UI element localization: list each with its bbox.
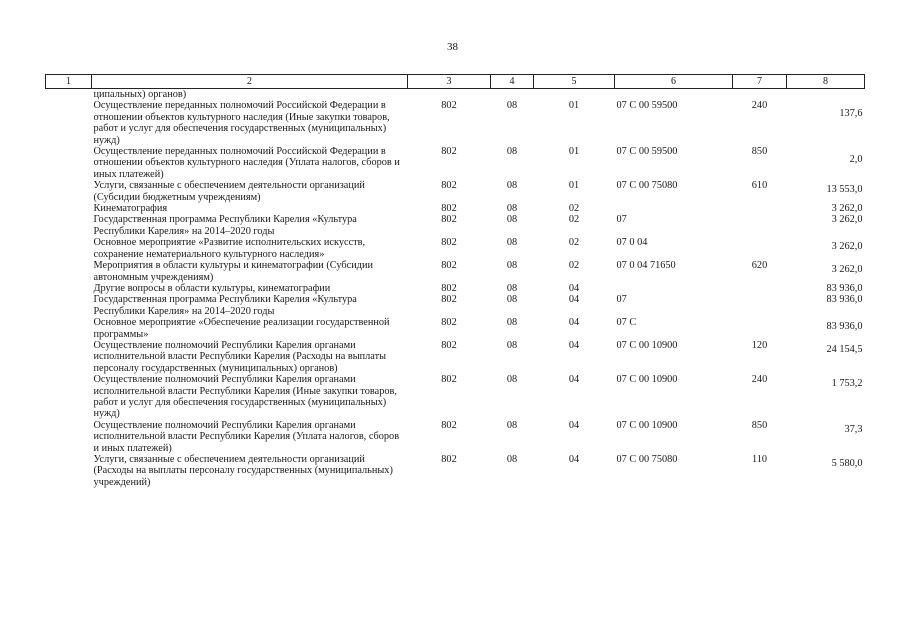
row-blank xyxy=(46,260,92,283)
header-col-4: 4 xyxy=(491,75,534,89)
row-ved: 802 xyxy=(441,237,457,249)
row-name: Услуги, связанные с обеспечением деятельности организаций (Расходы на выплаты персоналу государственных (муниципальных) учреждений) xyxy=(93,454,393,488)
row-blank xyxy=(46,283,92,294)
row-name: Государственная программа Республики Карелия «Культура Республики Карелия» на 2014–2020 годы xyxy=(93,294,357,317)
row-vr: 850 xyxy=(751,419,768,431)
row-pr xyxy=(534,89,615,101)
row-vr: 120 xyxy=(751,339,768,351)
row-sum: 3 262,0 xyxy=(831,203,863,215)
row-csr: 07 0 04 xyxy=(616,237,648,249)
table-row xyxy=(46,283,865,294)
row-ved: 802 xyxy=(441,203,457,215)
row-pr: 02 xyxy=(568,203,580,215)
row-blank xyxy=(46,340,92,374)
table-row xyxy=(46,260,865,283)
row-vr xyxy=(733,317,787,340)
table-row xyxy=(46,100,865,146)
row-pr: 01 xyxy=(568,146,580,158)
row-vr: 610 xyxy=(751,180,768,192)
row-rz: 08 xyxy=(506,180,518,192)
header-col-8: 8 xyxy=(787,75,865,89)
row-ved: 802 xyxy=(441,419,457,431)
header-col-2: 2 xyxy=(92,75,408,89)
row-rz: 08 xyxy=(506,294,518,306)
row-pr: 04 xyxy=(568,317,580,329)
row-ved: 802 xyxy=(441,214,457,226)
row-csr: 07 С 00 10900 xyxy=(616,339,678,351)
page-number: 38 xyxy=(447,41,458,53)
row-csr: 07 0 04 71650 xyxy=(616,260,676,272)
row-rz: 08 xyxy=(506,203,518,215)
header-row xyxy=(46,75,865,89)
row-csr: 07 С 00 59500 xyxy=(616,100,678,112)
row-vr: 110 xyxy=(751,454,768,465)
row-blank xyxy=(46,146,92,180)
row-pr: 04 xyxy=(568,419,580,431)
row-vr xyxy=(733,283,787,294)
row-name: Осуществление переданных полномочий Российской Федерации в отношении объектов культурного наследия (Уплата налогов, сборов и иных платежей) xyxy=(93,146,400,180)
row-name: ципальных) органов) xyxy=(93,89,187,100)
header-col-5: 5 xyxy=(534,75,615,89)
row-pr: 02 xyxy=(568,260,580,272)
row-pr: 04 xyxy=(568,374,580,386)
row-ved: 802 xyxy=(441,180,457,192)
row-blank xyxy=(46,374,92,420)
table-row xyxy=(46,146,865,180)
row-ved xyxy=(408,89,491,101)
row-vr: 240 xyxy=(751,100,768,112)
row-name: Услуги, связанные с обеспечением деятельности организаций (Субсидии бюджетным учреждениям) xyxy=(93,180,365,203)
row-csr: 07 С 00 75080 xyxy=(616,180,678,192)
row-name: Осуществление переданных полномочий Российской Федерации в отношении объектов культурного наследия (Иные закупки товаров, работ и услуг для обеспечения государственных (муниципальных) нужд) xyxy=(93,100,390,146)
row-rz: 08 xyxy=(506,260,518,272)
row-vr xyxy=(733,214,787,237)
row-csr xyxy=(615,89,733,101)
row-sum: 3 262,0 xyxy=(831,214,863,226)
row-vr xyxy=(733,89,787,101)
row-vr: 850 xyxy=(751,146,768,158)
row-csr: 07 xyxy=(616,294,627,306)
row-ved: 802 xyxy=(441,100,457,112)
table-row xyxy=(46,203,865,214)
row-ved: 802 xyxy=(441,146,457,158)
row-csr: 07 С 00 10900 xyxy=(616,374,678,386)
row-sum: 83 936,0 xyxy=(826,294,863,306)
row-sum: 3 262,0 xyxy=(831,264,863,276)
row-rz: 08 xyxy=(506,100,518,112)
row-blank xyxy=(46,214,92,237)
row-csr: 07 С xyxy=(616,317,637,329)
row-name: Мероприятия в области культуры и кинематографии (Субсидии автономным учреждениям) xyxy=(93,260,373,283)
row-vr xyxy=(733,203,787,214)
table-row xyxy=(46,180,865,203)
row-blank xyxy=(46,203,92,214)
row-blank xyxy=(46,89,92,101)
table-row xyxy=(46,294,865,317)
table-row xyxy=(46,237,865,260)
row-vr xyxy=(733,237,787,260)
row-sum: 2,0 xyxy=(849,154,863,166)
row-pr: 01 xyxy=(568,180,580,192)
row-pr: 04 xyxy=(568,282,580,294)
row-ved: 802 xyxy=(441,260,457,272)
header-col-6: 6 xyxy=(615,75,733,89)
row-vr: 240 xyxy=(751,374,768,386)
table-row xyxy=(46,420,865,454)
row-name: Государственная программа Республики Карелия «Культура Республики Карелия» на 2014–2020 годы xyxy=(93,214,357,237)
row-csr: 07 С 00 10900 xyxy=(616,419,678,431)
row-rz xyxy=(491,89,534,101)
table-row xyxy=(46,340,865,374)
row-rz: 08 xyxy=(506,282,518,294)
table-row xyxy=(46,317,865,340)
row-name: Другие вопросы в области культуры, кинематографии xyxy=(93,282,331,294)
row-blank xyxy=(46,454,92,488)
row-pr: 04 xyxy=(568,339,580,351)
row-csr xyxy=(615,203,733,214)
row-csr: 07 xyxy=(616,214,627,226)
row-rz: 08 xyxy=(506,454,518,465)
row-rz: 08 xyxy=(506,339,518,351)
header-col-1: 1 xyxy=(46,75,92,89)
budget-table xyxy=(45,74,865,488)
table-row xyxy=(46,214,865,237)
row-rz: 08 xyxy=(506,317,518,329)
row-csr: 07 С 00 75080 xyxy=(616,454,678,465)
table-row xyxy=(46,374,865,420)
row-rz: 08 xyxy=(506,214,518,226)
table-row xyxy=(46,89,865,101)
row-blank xyxy=(46,237,92,260)
row-ved: 802 xyxy=(441,282,457,294)
table-row xyxy=(46,454,865,488)
row-csr: 07 С 00 59500 xyxy=(616,146,678,158)
header-col-7: 7 xyxy=(733,75,787,89)
row-sum: 83 936,0 xyxy=(826,282,863,294)
row-name: Осуществление полномочий Республики Карелия органами исполнительной власти Республики Карелия (Расходы на выплаты персоналу государственных (муниципальных) органов) xyxy=(93,339,387,374)
row-blank xyxy=(46,180,92,203)
row-ved: 802 xyxy=(441,294,457,306)
row-blank xyxy=(46,317,92,340)
row-ved: 802 xyxy=(441,317,457,329)
row-sum: 13 553,0 xyxy=(826,184,863,196)
row-sum xyxy=(787,89,865,101)
row-pr: 04 xyxy=(568,294,580,306)
row-pr: 02 xyxy=(568,237,580,249)
row-pr: 02 xyxy=(568,214,580,226)
row-sum: 5 580,0 xyxy=(831,458,863,469)
row-rz: 08 xyxy=(506,374,518,386)
row-blank xyxy=(46,420,92,454)
row-sum: 24 154,5 xyxy=(826,343,863,355)
row-rz: 08 xyxy=(506,419,518,431)
row-sum: 83 936,0 xyxy=(826,321,863,333)
row-sum: 137,6 xyxy=(839,108,863,120)
row-ved: 802 xyxy=(441,374,457,386)
row-ved: 802 xyxy=(441,454,457,465)
row-name: Основное мероприятие «Развитие исполнительских искусств, сохранение нематериального культурного наследия» xyxy=(93,237,366,260)
row-pr: 04 xyxy=(568,454,580,465)
row-sum: 3 262,0 xyxy=(831,241,863,253)
row-rz: 08 xyxy=(506,237,518,249)
row-ved: 802 xyxy=(441,339,457,351)
row-name: Осуществление полномочий Республики Карелия органами исполнительной власти Республики Карелия (Иные закупки товаров, работ и услуг для обеспечения государственных (муниципальных) нужд) xyxy=(93,374,397,420)
row-name: Кинематография xyxy=(93,203,168,215)
row-name: Основное мероприятие «Обеспечение реализации государственной программы» xyxy=(93,317,390,340)
row-rz: 08 xyxy=(506,146,518,158)
row-name: Осуществление полномочий Республики Карелия органами исполнительной власти Республики Карелия (Уплата налогов, сборов и иных платежей) xyxy=(93,419,400,454)
row-vr xyxy=(733,294,787,317)
row-sum: 37,3 xyxy=(844,423,863,435)
row-sum: 1 753,2 xyxy=(831,378,863,390)
row-blank xyxy=(46,294,92,317)
header-col-3: 3 xyxy=(408,75,491,89)
row-blank xyxy=(46,100,92,146)
row-pr: 01 xyxy=(568,100,580,112)
row-vr: 620 xyxy=(751,260,768,272)
row-csr xyxy=(615,283,733,294)
